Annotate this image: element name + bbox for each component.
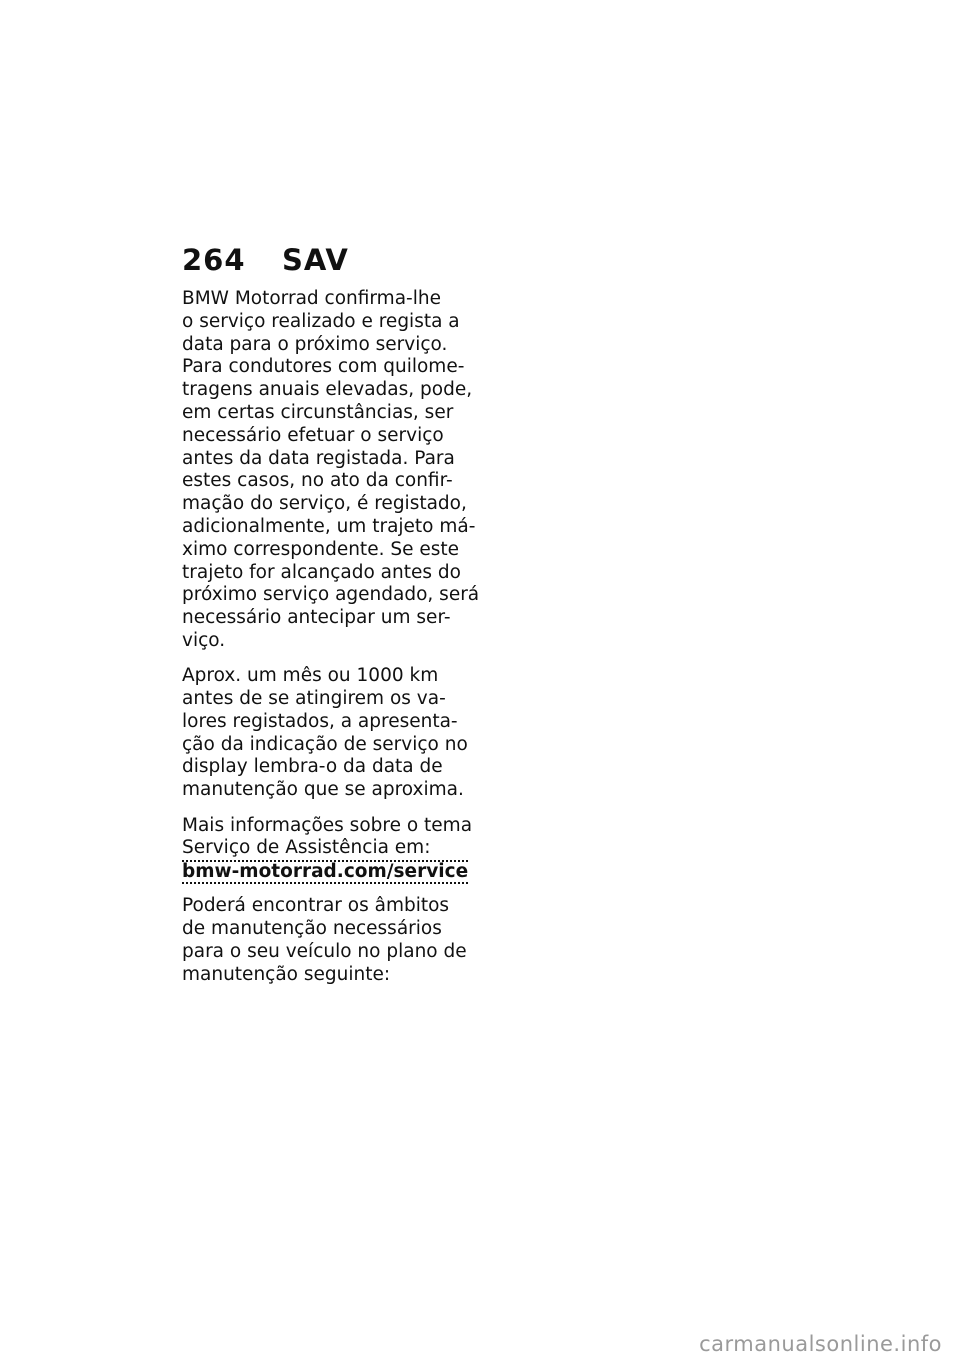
text-line: mação do serviço, é registado, xyxy=(182,493,467,515)
page-number: 264 xyxy=(182,243,246,277)
text-line: BMW Motorrad confirma-lhe xyxy=(182,288,441,309)
text-line: para o seu veículo no plano de xyxy=(182,941,467,963)
text-line: antes da data registada. Para xyxy=(182,447,455,469)
paragraph-more-info xyxy=(182,814,473,883)
text-line: Aprox. um mês ou 1000 km xyxy=(182,665,439,687)
service-website-link[interactable]: bmw-motorrad.com/service xyxy=(182,861,469,883)
text-line: tragens anuais elevadas, pode, xyxy=(182,379,473,401)
text-line: manutenção que se aproxima. xyxy=(182,779,464,801)
text-line: estes casos, no ato da confir- xyxy=(182,470,453,492)
text-line: em certas circunstâncias, ser xyxy=(182,401,454,423)
text-line: Serviço de Assistência em: xyxy=(182,837,431,859)
text-line: trajeto for alcançado antes do xyxy=(182,561,461,583)
text-line: Para condutores com quilome- xyxy=(182,356,465,378)
paragraph-service-reminder xyxy=(182,665,468,802)
link-line xyxy=(182,860,469,883)
text-line: necessário efetuar o serviço xyxy=(182,424,444,446)
text-line: viço. xyxy=(182,629,226,651)
paragraph-maintenance-plan xyxy=(182,895,467,986)
text-line: ção da indicação de serviço no xyxy=(182,733,468,755)
text-line: display lembra-o da data de xyxy=(182,756,443,778)
text-line: ximo correspondente. Se este xyxy=(182,538,459,560)
text-line: de manutenção necessários xyxy=(182,918,442,940)
text-line: adicionalmente, um trajeto má- xyxy=(182,515,476,537)
text-line: o serviço realizado e regista a xyxy=(182,310,460,332)
text-line: manutenção seguinte: xyxy=(182,963,391,985)
text-line: necessário antecipar um ser- xyxy=(182,607,451,629)
page-header xyxy=(182,240,482,280)
text-line: próximo serviço agendado, será xyxy=(182,584,480,606)
text-line: Poderá encontrar os âmbitos xyxy=(182,895,450,917)
text-line: lores registados, a apresenta- xyxy=(182,710,458,732)
text-line: antes de se atingirem os va- xyxy=(182,688,446,710)
body-text xyxy=(182,288,480,999)
paragraph-service-confirmation xyxy=(182,288,480,653)
text-line: Mais informações sobre o tema xyxy=(182,814,473,836)
watermark-logo: carmanualsonline.info xyxy=(699,1332,942,1356)
section-title: SAV xyxy=(282,243,349,277)
text-line: data para o próximo serviço. xyxy=(182,333,448,355)
